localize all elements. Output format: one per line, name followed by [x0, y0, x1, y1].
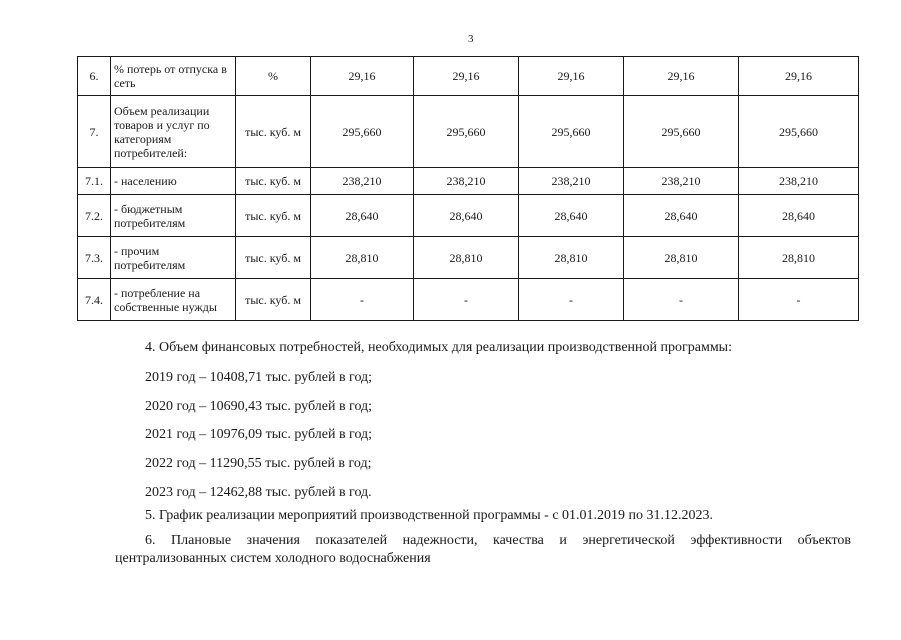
indicators-table — [77, 56, 859, 321]
row-value: 28,640 — [624, 195, 739, 237]
row-value: 295,660 — [519, 96, 624, 168]
row-value: 238,210 — [739, 168, 859, 195]
row-unit: тыс. куб. м — [236, 279, 311, 321]
financing-2023: 2023 год – 12462,88 тыс. рублей в год. — [145, 485, 372, 500]
row-name: - прочим потребителям — [111, 237, 236, 279]
row-value: 29,16 — [519, 57, 624, 96]
table-row — [78, 57, 859, 96]
row-name: % потерь от отпуска в сеть — [111, 57, 236, 96]
row-number: 7.4. — [78, 279, 111, 321]
row-value: 238,210 — [519, 168, 624, 195]
section-5-text: 5. График реализации мероприятий производственной программы - с 01.01.2019 по 31.12.2023. — [145, 508, 714, 523]
financing-2019: 2019 год – 10408,71 тыс. рублей в год; — [145, 370, 373, 385]
row-value: 238,210 — [414, 168, 519, 195]
row-number: 6. — [78, 57, 111, 96]
row-value: 28,640 — [311, 195, 414, 237]
section-6-paragraph — [115, 532, 851, 568]
row-value: 28,810 — [414, 237, 519, 279]
table-row — [78, 168, 859, 195]
row-number: 7.2. — [78, 195, 111, 237]
row-value: 29,16 — [739, 57, 859, 96]
row-value: - — [311, 279, 414, 321]
row-value: - — [414, 279, 519, 321]
row-unit: тыс. куб. м — [236, 195, 311, 237]
row-name: - потребление на собственные нужды — [111, 279, 236, 321]
row-number: 7. — [78, 96, 111, 168]
table-row — [78, 279, 859, 321]
row-name: Объем реализации товаров и услуг по категориям потребителей: — [111, 96, 236, 168]
row-name: - населению — [111, 168, 236, 195]
row-value: - — [624, 279, 739, 321]
row-value: 295,660 — [624, 96, 739, 168]
row-value: 28,640 — [519, 195, 624, 237]
row-value: 28,810 — [311, 237, 414, 279]
financing-2022: 2022 год – 11290,55 тыс. рублей в год; — [145, 456, 372, 471]
financing-2020: 2020 год – 10690,43 тыс. рублей в год; — [145, 399, 373, 414]
row-unit: тыс. куб. м — [236, 168, 311, 195]
row-unit: % — [236, 57, 311, 96]
row-value: 295,660 — [739, 96, 859, 168]
row-value: - — [519, 279, 624, 321]
row-unit: тыс. куб. м — [236, 237, 311, 279]
row-value: 295,660 — [414, 96, 519, 168]
section-6-line-1: 6. Плановые значения показателей надежности, качества и энергетической эффективности объектов — [145, 533, 851, 548]
row-name: - бюджетным потребителям — [111, 195, 236, 237]
row-value: 28,640 — [739, 195, 859, 237]
row-value: 238,210 — [624, 168, 739, 195]
section-4-heading: 4. Объем финансовых потребностей, необходимых для реализации производственной программы: — [145, 340, 732, 355]
row-value: 29,16 — [624, 57, 739, 96]
row-value: 28,810 — [624, 237, 739, 279]
table-row — [78, 96, 859, 168]
row-value: 28,810 — [739, 237, 859, 279]
section-6-line-2: централизованных систем холодного водоснабжения — [115, 551, 431, 566]
row-value: 28,810 — [519, 237, 624, 279]
row-value: 295,660 — [311, 96, 414, 168]
row-number: 7.3. — [78, 237, 111, 279]
row-value: 238,210 — [311, 168, 414, 195]
financing-2021: 2021 год – 10976,09 тыс. рублей в год; — [145, 427, 373, 442]
row-number: 7.1. — [78, 168, 111, 195]
row-value: 29,16 — [414, 57, 519, 96]
table-row — [78, 237, 859, 279]
page-number: 3 — [468, 33, 474, 45]
table-row — [78, 195, 859, 237]
row-value: 29,16 — [311, 57, 414, 96]
row-value: - — [739, 279, 859, 321]
row-unit: тыс. куб. м — [236, 96, 311, 168]
row-value: 28,640 — [414, 195, 519, 237]
